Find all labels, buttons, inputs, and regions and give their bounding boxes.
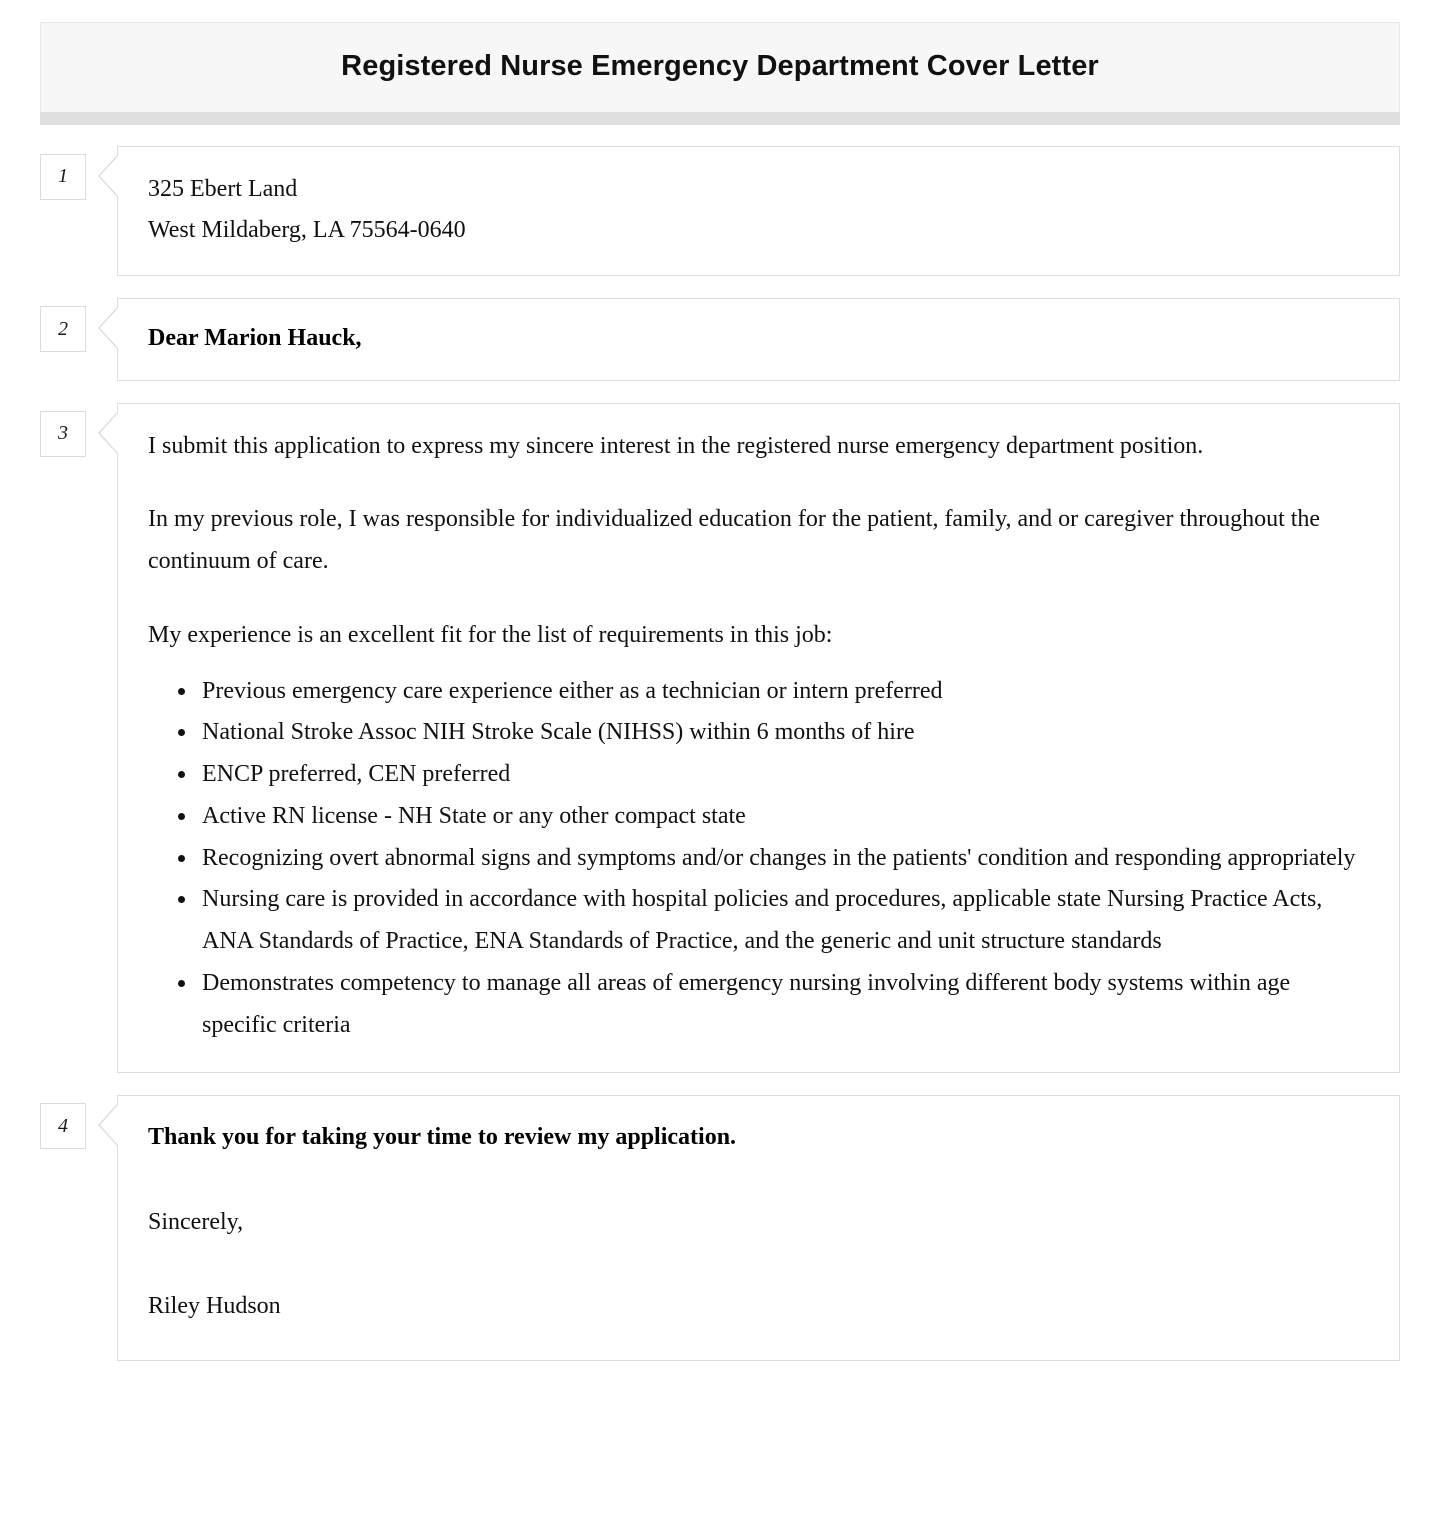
section-letter-body: [40, 403, 1400, 1074]
body-paragraph-2: In my previous role, I was responsible for individualized education for the patient, family, and or caregiver throughout the continuum of care.: [148, 506, 1321, 575]
body-paragraph-3: My experience is an excellent fit for the list of requirements in this job:: [148, 621, 833, 648]
list-item: • Nursing care is provided in accordance with hospital policies and procedures, applicable state Nursing Practice Acts, ANA Standards of Practice, ENA Standards of Practice, and the generic and unit structure standards: [198, 879, 1369, 963]
section-marker-2: 2: [40, 306, 86, 352]
sign-off-text: Sincerely,: [148, 1208, 244, 1235]
salutation-panel: [117, 298, 1400, 380]
panel-notch-inner-icon: [100, 308, 118, 348]
salutation-text: Dear Marion Hauck,: [148, 325, 362, 352]
list-item: • National Stroke Assoc NIH Stroke Scale (NIHSS) within 6 months of hire: [198, 712, 1369, 754]
list-item: • Active RN license - NH State or any other compact state: [198, 796, 1369, 838]
section-marker-1: 1: [40, 154, 86, 200]
panel-notch-inner-icon: [100, 156, 118, 196]
signature-name: Riley Hudson: [148, 1293, 281, 1320]
document-header-box: [40, 22, 1400, 112]
address-line-1: 325 Ebert Land: [148, 175, 298, 202]
closing-thanks-text: Thank you for taking your time to review my application.: [148, 1124, 737, 1151]
list-item: • Demonstrates competency to manage all areas of emergency nursing involving different body systems within age specific criteria: [198, 963, 1369, 1047]
panel-notch-inner-icon: [100, 413, 118, 453]
panel-notch-inner-icon: [100, 1105, 118, 1145]
section-marker-4: 4: [40, 1103, 86, 1149]
sender-address-panel: [117, 146, 1400, 277]
section-sender-address: [40, 146, 1400, 277]
section-marker-3: 3: [40, 411, 86, 457]
section-salutation: [40, 298, 1400, 380]
list-item: • Previous emergency care experience either as a technician or intern preferred: [198, 671, 1369, 713]
body-paragraph-1: I submit this application to express my sincere interest in the registered nurse emergency department position.: [148, 432, 1204, 459]
list-item: • ENCP preferred, CEN preferred: [198, 754, 1369, 796]
header-divider: [40, 112, 1400, 125]
address-line-2: West Mildaberg, LA 75564-0640: [148, 217, 466, 244]
letter-body-panel: [117, 403, 1400, 1074]
closing-panel: [117, 1095, 1400, 1360]
page-title: Registered Nurse Emergency Department Cover Letter: [341, 50, 1099, 82]
cover-letter-page: [0, 22, 1440, 1361]
section-closing: [40, 1095, 1400, 1360]
list-item: • Recognizing overt abnormal signs and symptoms and/or changes in the patients' condition and responding appropriately: [198, 838, 1369, 880]
section-list: [40, 146, 1400, 1361]
document-header: [40, 22, 1400, 125]
requirements-list: [148, 671, 1369, 1047]
